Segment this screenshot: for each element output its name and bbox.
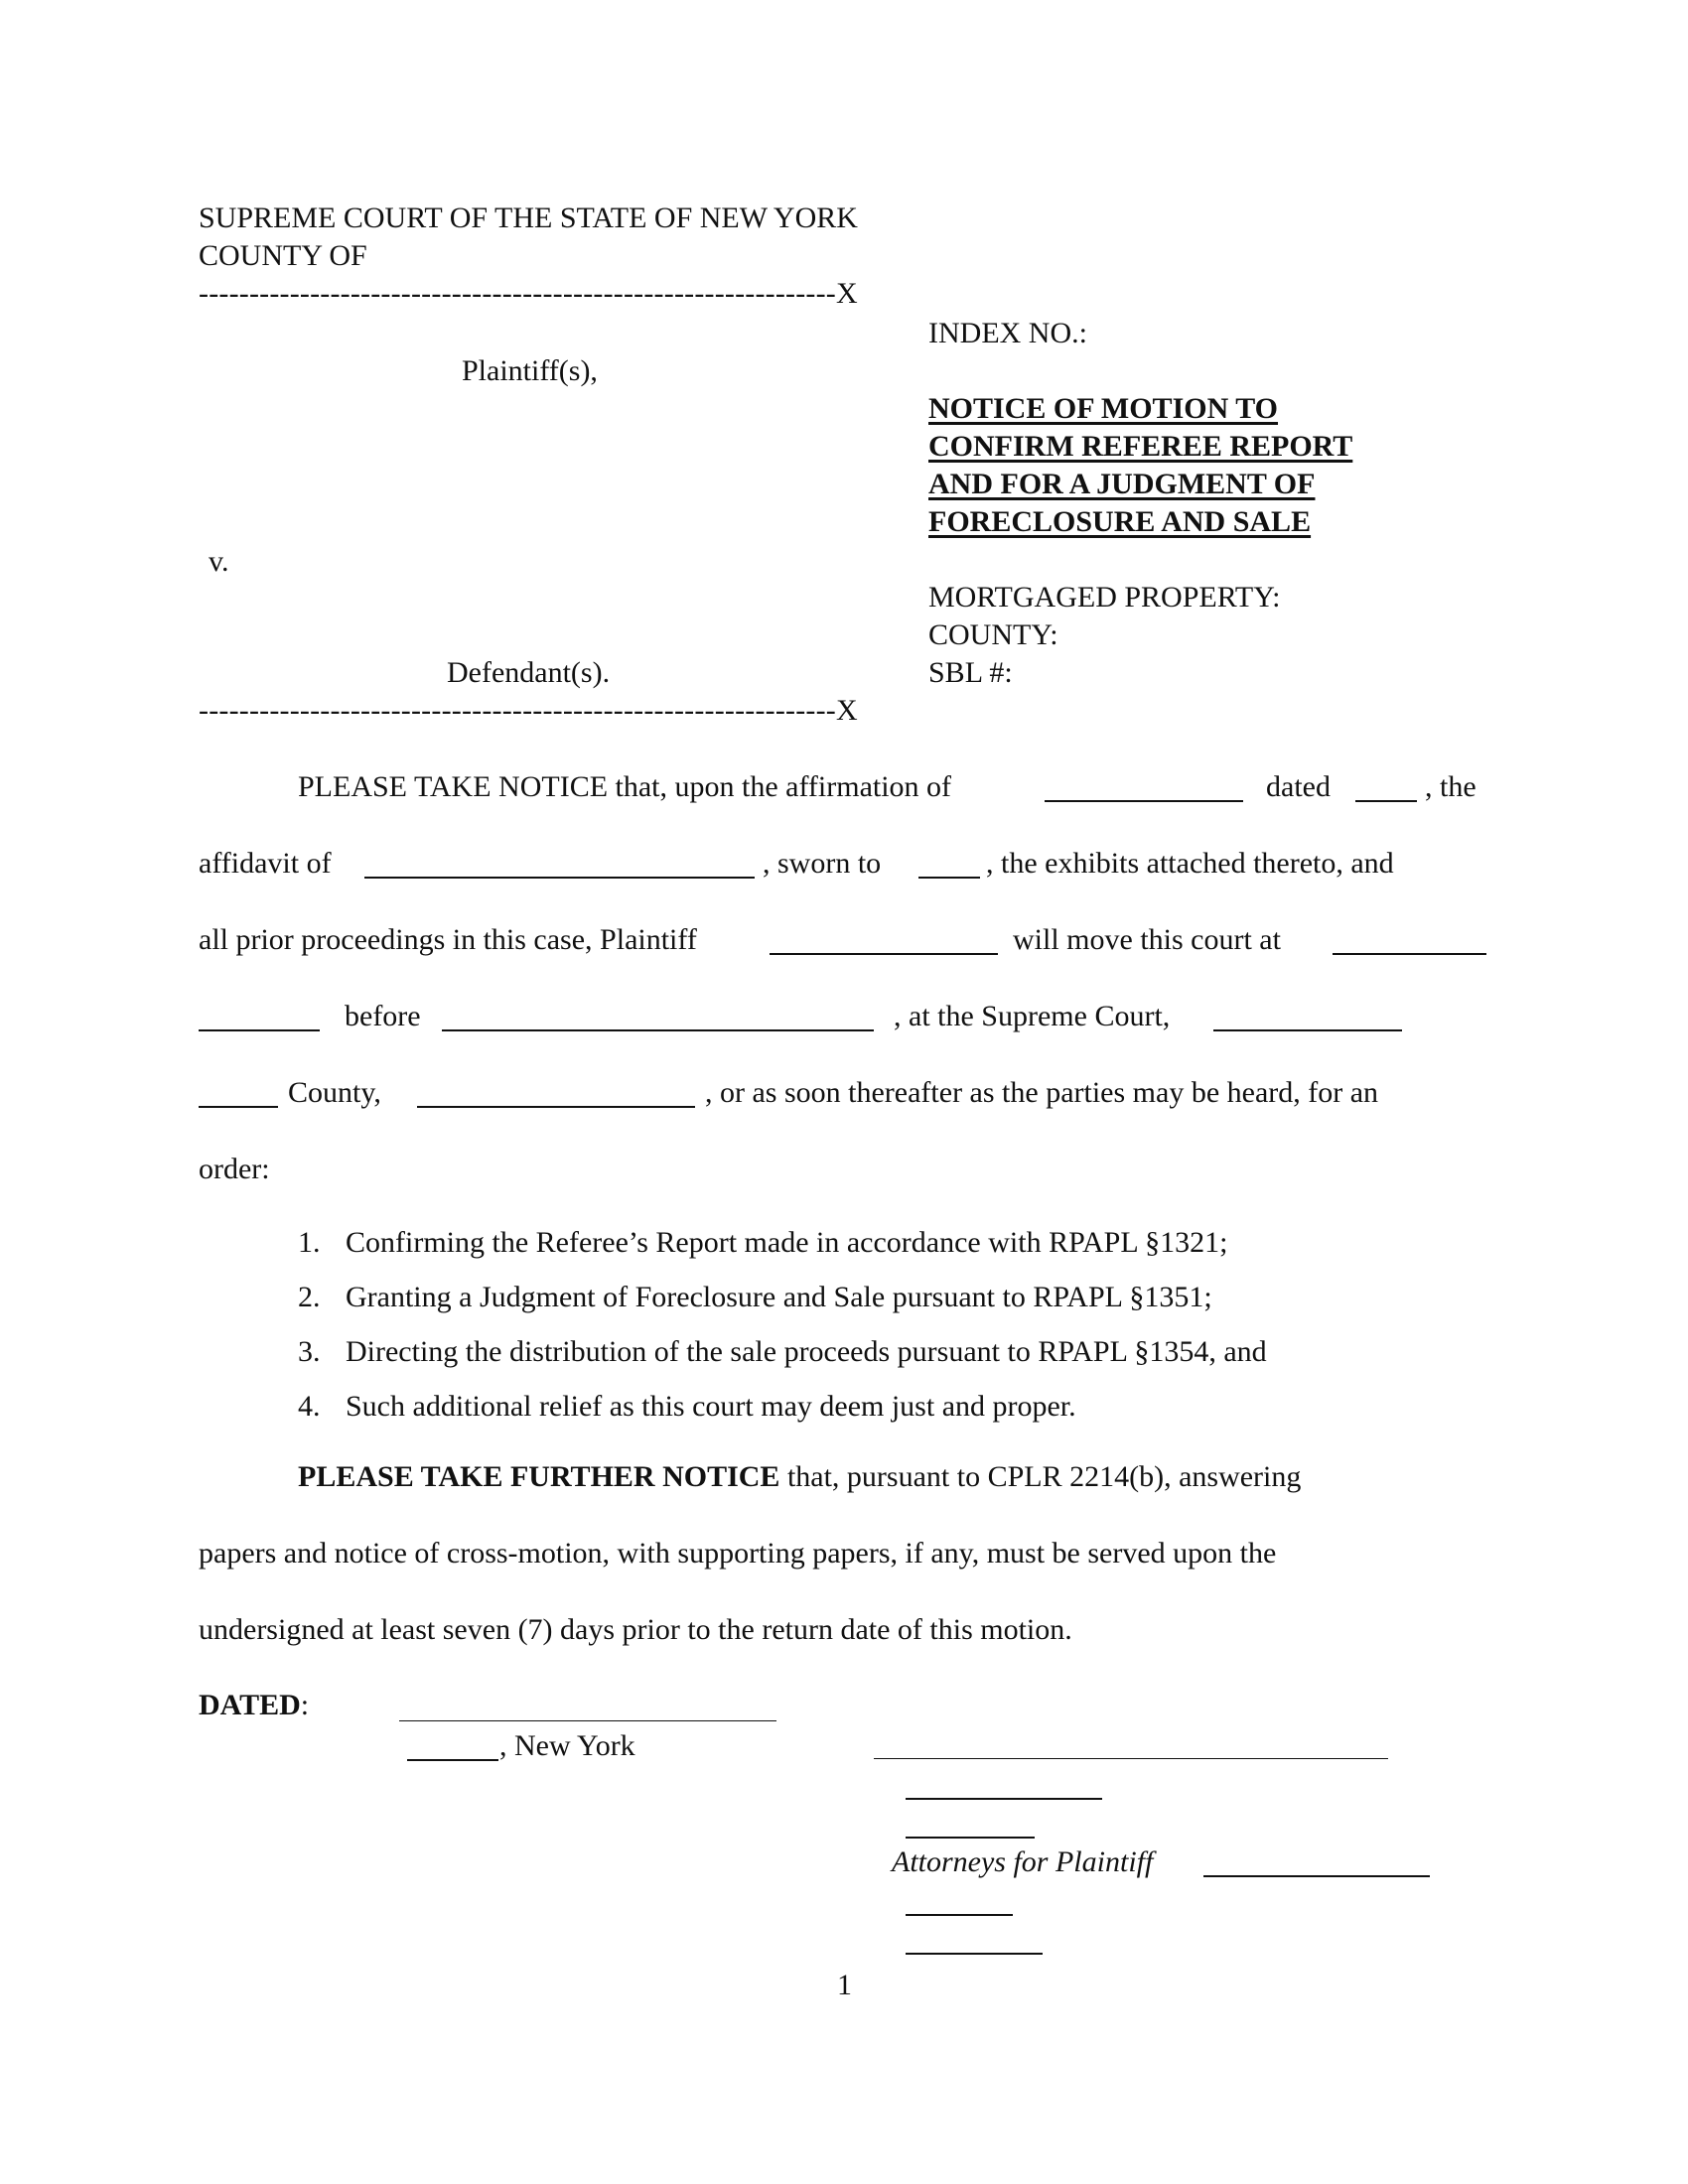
- order-text: order:: [199, 1153, 270, 1185]
- county-of: COUNTY OF: [199, 239, 367, 272]
- attorney-signature-line[interactable]: [874, 1758, 1388, 1759]
- new-york-text: , New York: [499, 1729, 635, 1762]
- document-title-line-3: AND FOR A JUDGMENT OF: [928, 468, 1316, 500]
- prior-proceedings-text: all prior proceedings in this case, Plaintiff: [199, 923, 697, 956]
- exhibits-text: , the exhibits attached thereto, and: [986, 847, 1394, 880]
- will-move-text: will move this court at: [1013, 923, 1281, 956]
- list-item-text: Granting a Judgment of Foreclosure and Sale pursuant to RPAPL §1351;: [346, 1281, 1212, 1313]
- list-item-text: Such additional relief as this court may deem just and proper.: [346, 1390, 1076, 1423]
- supreme-court-text: , at the Supreme Court,: [894, 1000, 1171, 1032]
- further-notice-text: that, pursuant to CPLR 2214(b), answering: [779, 1460, 1302, 1493]
- dated-text: dated: [1266, 770, 1331, 803]
- judge-name-blank[interactable]: [442, 1029, 874, 1031]
- further-notice-heading: PLEASE TAKE FURTHER NOTICE: [298, 1460, 780, 1493]
- plaintiff-label: Plaintiff(s),: [462, 354, 598, 387]
- versus: v.: [209, 545, 229, 578]
- further-notice-line-3: undersigned at least seven (7) days prior to the return date of this motion.: [199, 1613, 1072, 1646]
- court-location-blank[interactable]: [1213, 1029, 1402, 1031]
- list-item-number: 4.: [298, 1390, 321, 1423]
- affidavit-of-text: affidavit of: [199, 847, 332, 880]
- caption-divider-bottom: ---------------------------------------------------------------X: [199, 694, 858, 727]
- sbl-label: SBL #:: [928, 656, 1013, 689]
- affirmant-blank[interactable]: [1045, 800, 1243, 802]
- county-text: County,: [288, 1076, 381, 1109]
- county-name-blank[interactable]: [199, 1106, 278, 1108]
- attorney-name-blank[interactable]: [906, 1798, 1102, 1800]
- court-time-blank[interactable]: [199, 1029, 320, 1031]
- list-item-number: 3.: [298, 1335, 321, 1368]
- index-no-label: INDEX NO.:: [928, 317, 1087, 349]
- list-item-number: 2.: [298, 1281, 321, 1313]
- firm-name-blank[interactable]: [906, 1837, 1035, 1839]
- caption-divider-top: ---------------------------------------------------------------X: [199, 277, 858, 310]
- sworn-to-text: , sworn to: [763, 847, 882, 880]
- affiant-blank[interactable]: [364, 877, 755, 879]
- document-title-line-2: CONFIRM REFEREE REPORT: [928, 430, 1353, 463]
- page-number: 1: [837, 1969, 852, 2001]
- plaintiff-attorney-blank[interactable]: [1203, 1875, 1430, 1877]
- document-title-line-1: NOTICE OF MOTION TO: [928, 392, 1279, 425]
- list-item-text: Directing the distribution of the sale proceeds pursuant to RPAPL §1354, and: [346, 1335, 1267, 1368]
- sworn-date-blank[interactable]: [918, 877, 980, 879]
- list-item-text: Confirming the Referee’s Report made in accordance with RPAPL §1321;: [346, 1226, 1228, 1259]
- list-item-number: 1.: [298, 1226, 321, 1259]
- address-blank[interactable]: [417, 1106, 695, 1108]
- plaintiff-name-blank[interactable]: [770, 953, 998, 955]
- affirmation-date-blank[interactable]: [1355, 800, 1417, 802]
- dated-colon: :: [300, 1689, 310, 1721]
- document-title-line-4: FORECLOSURE AND SALE: [928, 505, 1312, 538]
- the-text: , the: [1425, 770, 1477, 803]
- further-notice-line-2: papers and notice of cross-motion, with supporting papers, if any, must be served upon the: [199, 1537, 1277, 1570]
- court-date-blank[interactable]: [1333, 953, 1486, 955]
- attorneys-for-plaintiff: Attorneys for Plaintiff: [892, 1845, 1154, 1878]
- date-signature-line[interactable]: [399, 1720, 776, 1721]
- court-name: SUPREME COURT OF THE STATE OF NEW YORK: [199, 202, 858, 234]
- county-label: COUNTY:: [928, 618, 1058, 651]
- notice-line-1: PLEASE TAKE NOTICE that, upon the affirmation of: [298, 770, 952, 803]
- before-text: before: [345, 1000, 421, 1032]
- city-blank[interactable]: [407, 1759, 498, 1761]
- further-notice-line-1: [298, 1459, 1301, 1495]
- address-line-blank[interactable]: [906, 1914, 1013, 1916]
- phone-blank[interactable]: [906, 1953, 1043, 1955]
- defendant-label: Defendant(s).: [447, 656, 611, 689]
- dated-word: DATED: [199, 1689, 301, 1721]
- as-soon-thereafter-text: , or as soon thereafter as the parties may be heard, for an: [705, 1076, 1379, 1109]
- dated-label: [199, 1688, 309, 1723]
- mortgaged-property-label: MORTGAGED PROPERTY:: [928, 581, 1281, 614]
